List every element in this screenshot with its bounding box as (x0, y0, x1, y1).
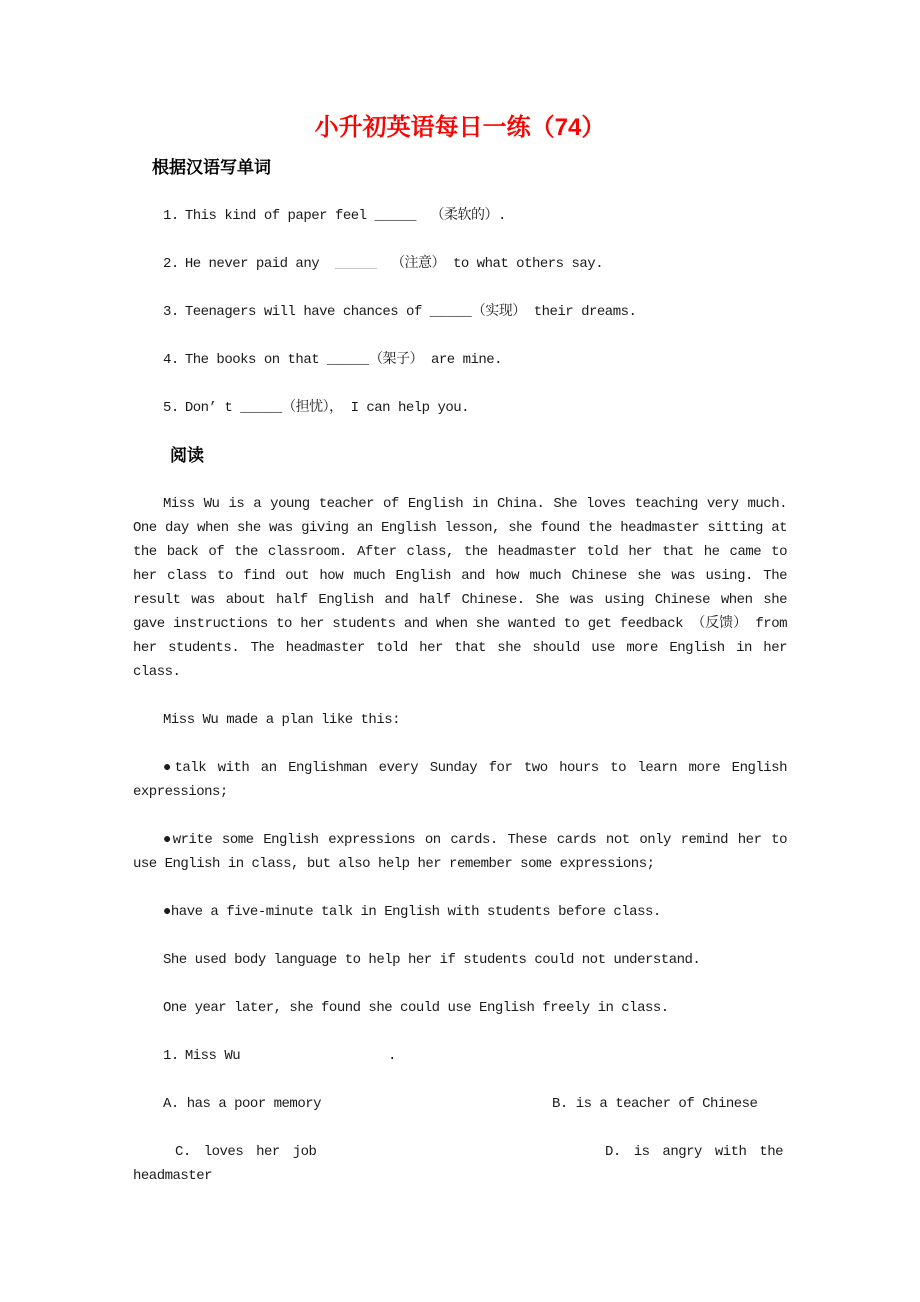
chinese-hint: （注意） (391, 256, 446, 272)
vocab-question-2 (163, 252, 787, 276)
plan-bullet-2: ●write some English expressions on cards. These cards not only remind her to use English in class, but also help her remember some expressions; (133, 832, 787, 872)
vocab-question-3 (163, 300, 787, 324)
question-text-after: are mine. (430, 352, 503, 368)
vocab-question-5 (163, 396, 787, 420)
answer-blank: _____ (240, 400, 283, 416)
question-text-after: their dreams. (533, 304, 637, 320)
vocab-question-4 (163, 348, 787, 372)
plan-bullet-3: ●have a five-minute talk in English with students before class. (163, 904, 661, 920)
question-text: Teenagers will have chances of (184, 304, 422, 320)
answer-blank: _____ (335, 256, 378, 272)
question-number: 1. (163, 1048, 179, 1064)
chinese-hint: （架子） (369, 352, 424, 368)
vocab-question-1 (163, 204, 787, 228)
option-a-text: has a poor memory (186, 1096, 322, 1112)
reading-plan-intro: Miss Wu made a plan like this: (163, 712, 401, 728)
page-title: 小升初英语每日一练（74） (314, 114, 606, 141)
question-number: 3. (163, 304, 179, 320)
chinese-hint: （实现） (471, 304, 526, 320)
question-number: 2. (163, 256, 179, 272)
reading-question-1 (163, 1044, 787, 1068)
option-c (175, 1140, 316, 1164)
option-b-label: B. (552, 1096, 568, 1112)
option-a-label: A. (163, 1096, 179, 1112)
question-text-after: I can help you. (350, 400, 470, 416)
question-text: Don’ t (184, 400, 233, 416)
option-d-label: D. (605, 1144, 621, 1160)
chinese-hint: （担忧）， (282, 400, 343, 416)
question-number: 4. (163, 352, 179, 368)
answer-blank: _____ (429, 304, 472, 320)
reading-one-year-later-line: One year later, she found she could use English freely in class. (163, 1000, 669, 1016)
option-d-text: is angry with the (633, 1144, 784, 1160)
option-d-wrap-text: headmaster (133, 1168, 213, 1184)
option-b-text: is a teacher of Chinese (575, 1096, 758, 1112)
option-c-label: C. (175, 1144, 191, 1160)
question-number: 1. (163, 208, 179, 224)
question-text: He never paid any (184, 256, 320, 272)
question-stem: Miss Wu (184, 1048, 241, 1064)
options-row-cd (133, 1140, 787, 1164)
answer-blank: _____ (327, 352, 370, 368)
reading-body-language-line: She used body language to help her if students could not understand. (163, 952, 701, 968)
reading-passage-paragraph: Miss Wu is a young teacher of English in China. She loves teaching very much. One day when she was giving an English lesson, she found the headmaster sitting at the back of the classroom. After class, the headmaster told her that he came to her class to find out how much English and how much Chinese she was using. The result was about half English and half Chinese. She was using Chinese when she gave instructions to her students and when she wanted to get feedback （反馈） from her students. The headmaster told her that she should use more English in her class. (133, 496, 787, 680)
chinese-hint: （柔软的）. (430, 208, 506, 224)
option-b (552, 1092, 757, 1116)
plan-bullet-1: ●talk with an Englishman every Sunday for two hours to learn more English expressions; (133, 760, 787, 800)
options-row-ab (133, 1092, 787, 1116)
reading-section-heading: 阅读 (170, 446, 204, 465)
option-d (605, 1140, 783, 1164)
question-number: 5. (163, 400, 179, 416)
stem-period: . (388, 1048, 396, 1064)
answer-blank: _____ (374, 208, 417, 224)
vocab-section-heading: 根据汉语写单词 (152, 158, 271, 177)
option-c-text: loves her job (203, 1144, 317, 1160)
question-text: The books on that (184, 352, 320, 368)
option-a (163, 1092, 321, 1116)
question-text-after: to what others say. (452, 256, 604, 272)
question-text: This kind of paper feel (184, 208, 367, 224)
